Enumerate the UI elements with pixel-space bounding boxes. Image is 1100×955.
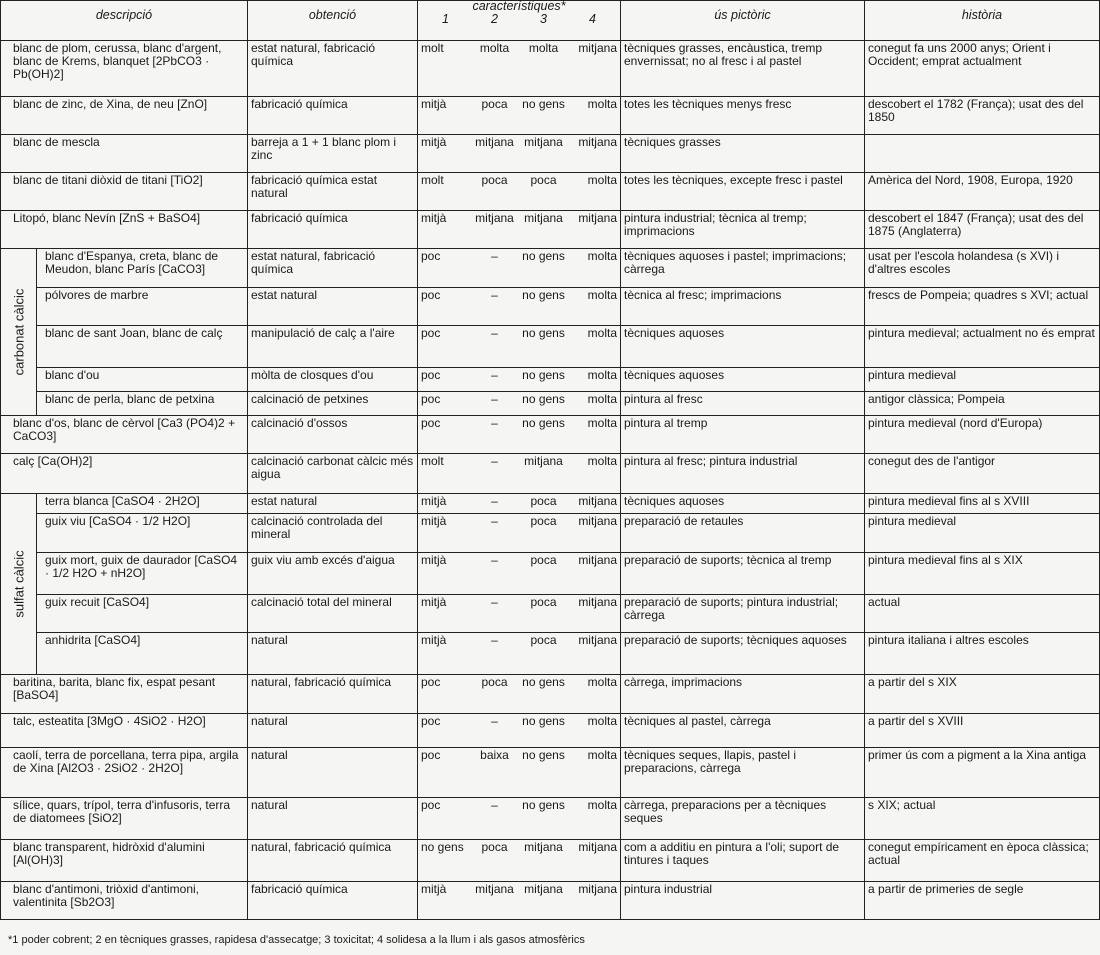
cell-descripcio: Litopó, blanc Nevín [ZnS + BaSO4] — [1, 211, 248, 249]
cell-us-pictoric: pintura industrial — [621, 882, 865, 920]
characteristics-values — [421, 634, 617, 647]
char-value-1: mitjà — [421, 514, 447, 528]
cell-caracteristiques — [418, 135, 621, 173]
char-value-4: molta — [587, 368, 617, 382]
char-value-2: – — [491, 553, 498, 567]
table-row — [1, 416, 1100, 454]
characteristics-values — [421, 883, 617, 896]
char-value-3: poca — [530, 633, 557, 647]
table-row — [1, 368, 1100, 392]
table-row — [1, 41, 1100, 97]
char-value-3: poca — [530, 514, 557, 528]
cell-obtencio: mòlta de closques d'ou — [248, 368, 418, 392]
char-value-3: mitjana — [524, 135, 563, 149]
cell-obtencio: estat natural — [248, 494, 418, 514]
cell-obtencio: manipulació de calç a l'aire — [248, 326, 418, 368]
cell-caracteristiques — [418, 798, 621, 840]
char-value-3: poca — [530, 595, 557, 609]
group-label-text: sulfat càlcic — [11, 550, 26, 618]
cell-descripcio: guix recuit [CaSO4] — [37, 595, 248, 633]
characteristics-values — [421, 174, 617, 187]
cell-descripcio: anhidrita [CaSO4] — [37, 633, 248, 675]
table-row — [1, 249, 1100, 288]
char-value-4: mitjana — [578, 595, 617, 609]
char-value-2: – — [491, 249, 498, 263]
char-number-4: 4 — [589, 12, 596, 26]
cell-us-pictoric: tècnica al fresc; imprimacions — [621, 288, 865, 326]
char-value-2: – — [491, 514, 498, 528]
cell-obtencio: fabricació química — [248, 97, 418, 135]
char-value-1: mitjà — [421, 633, 447, 647]
char-value-2: – — [491, 798, 498, 812]
cell-caracteristiques — [418, 368, 621, 392]
cell-obtencio: calcinació carbonat càlcic més aigua — [248, 454, 418, 494]
cell-caracteristiques — [418, 416, 621, 454]
cell-historia: descobert el 1847 (França); usat des del 1875 (Anglaterra) — [865, 211, 1100, 249]
char-value-1: poc — [421, 368, 441, 382]
char-value-4: molta — [587, 97, 617, 111]
char-value-3: poca — [530, 553, 557, 567]
cell-us-pictoric: preparació de suports; tècniques aquoses — [621, 633, 865, 675]
cell-historia — [865, 135, 1100, 173]
char-value-4: mitjana — [578, 211, 617, 225]
cell-historia: conegut empíricament en època clàssica; actual — [865, 840, 1100, 882]
cell-caracteristiques — [418, 882, 621, 920]
cell-obtencio: estat natural, fabricació química — [248, 249, 418, 288]
cell-us-pictoric: tècniques grasses — [621, 135, 865, 173]
table-row — [1, 494, 1100, 514]
char-value-2: – — [491, 392, 498, 406]
caracteristiques-title: característiques* — [472, 0, 566, 13]
cell-descripcio: sílice, quars, trípol, terra d'infusoris, terra de diatomees [SiO2] — [1, 798, 248, 840]
char-value-3: no gens — [522, 288, 565, 302]
cell-us-pictoric: tècniques al pastel, càrrega — [621, 714, 865, 748]
char-value-2: baixa — [480, 748, 509, 762]
char-value-3: no gens — [522, 97, 565, 111]
char-value-2: – — [491, 326, 498, 340]
char-value-2: – — [491, 494, 498, 508]
table-row — [1, 392, 1100, 416]
cell-historia: primer ús com a pigment a la Xina antiga — [865, 748, 1100, 798]
cell-caracteristiques — [418, 211, 621, 249]
characteristics-values — [421, 289, 617, 302]
char-number-2: 2 — [491, 12, 498, 26]
cell-descripcio: blanc d'antimoni, triòxid d'antimoni, valentinita [Sb2O3] — [1, 882, 248, 920]
cell-us-pictoric: preparació de suports; pintura industrial; càrrega — [621, 595, 865, 633]
table-row — [1, 326, 1100, 368]
char-value-1: poc — [421, 288, 441, 302]
cell-us-pictoric: totes les tècniques, excepte fresc i pastel — [621, 173, 865, 211]
cell-descripcio: guix viu [CaSO4 · 1/2 H2O] — [37, 514, 248, 553]
char-value-2: – — [491, 595, 498, 609]
char-value-4: mitjana — [578, 553, 617, 567]
cell-descripcio: blanc de perla, blanc de petxina — [37, 392, 248, 416]
cell-obtencio: calcinació d'ossos — [248, 416, 418, 454]
char-value-2: molta — [479, 41, 510, 55]
cell-us-pictoric: pintura al fresc — [621, 392, 865, 416]
cell-caracteristiques — [418, 97, 621, 135]
cell-us-pictoric: tècniques aquoses — [621, 368, 865, 392]
char-value-4: mitjana — [578, 494, 617, 508]
char-value-3: no gens — [522, 798, 565, 812]
cell-historia: conegut fa uns 2000 anys; Orient i Occident; emprat actualment — [865, 41, 1100, 97]
char-value-3: no gens — [522, 368, 565, 382]
char-value-1: mitjà — [421, 595, 447, 609]
cell-obtencio: guix viu amb excés d'aigua — [248, 553, 418, 595]
characteristics-values — [421, 417, 617, 430]
table-row — [1, 798, 1100, 840]
char-value-1: poc — [421, 748, 441, 762]
cell-obtencio: barreja a 1 + 1 blanc plom i zinc — [248, 135, 418, 173]
table-row — [1, 97, 1100, 135]
char-value-4: molta — [587, 173, 617, 187]
cell-historia: pintura medieval — [865, 514, 1100, 553]
char-value-1: poc — [421, 714, 441, 728]
table-row — [1, 633, 1100, 675]
table-row — [1, 135, 1100, 173]
char-value-4: molta — [587, 798, 617, 812]
header-descripcio: descripció — [1, 1, 248, 41]
char-value-3: no gens — [522, 326, 565, 340]
cell-obtencio: calcinació total del mineral — [248, 595, 418, 633]
char-value-3: mitjana — [524, 840, 563, 854]
cell-us-pictoric: pintura industrial; tècnica al tremp; imprimacions — [621, 211, 865, 249]
char-value-1: mitjà — [421, 553, 447, 567]
char-value-3: no gens — [522, 675, 565, 689]
characteristics-values — [421, 596, 617, 609]
char-value-4: mitjana — [578, 135, 617, 149]
char-value-1: poc — [421, 392, 441, 406]
header-obtencio: obtenció — [248, 1, 418, 41]
char-value-4: molta — [587, 288, 617, 302]
char-value-1: poc — [421, 416, 441, 430]
characteristics-values — [421, 715, 617, 728]
cell-historia: usat per l'escola holandesa (s XVI) i d'altres escoles — [865, 249, 1100, 288]
header-caracteristiques — [418, 1, 621, 41]
cell-us-pictoric: preparació de suports; tècnica al tremp — [621, 553, 865, 595]
cell-obtencio: natural, fabricació química — [248, 675, 418, 714]
table-row — [1, 748, 1100, 798]
header-us-pictoric: ús pictòric — [621, 1, 865, 41]
cell-caracteristiques — [418, 173, 621, 211]
char-value-1: poc — [421, 798, 441, 812]
characteristics-values — [421, 455, 617, 468]
characteristics-values — [421, 98, 617, 111]
cell-us-pictoric: càrrega, preparacions per a tècniques seques — [621, 798, 865, 840]
characteristics-values — [421, 554, 617, 567]
char-value-1: molt — [421, 173, 444, 187]
char-value-4: molta — [587, 454, 617, 468]
char-value-3: mitjana — [524, 454, 563, 468]
cell-obtencio: natural, fabricació química — [248, 840, 418, 882]
cell-obtencio: fabricació química — [248, 882, 418, 920]
cell-caracteristiques — [418, 840, 621, 882]
cell-caracteristiques — [418, 595, 621, 633]
char-value-1: poc — [421, 675, 441, 689]
char-value-4: mitjana — [578, 840, 617, 854]
characteristics-values — [421, 250, 617, 263]
char-value-2: – — [491, 288, 498, 302]
char-value-4: molta — [587, 748, 617, 762]
cell-descripcio: blanc de mescla — [1, 135, 248, 173]
char-value-2: mitjana — [475, 882, 514, 896]
cell-caracteristiques — [418, 675, 621, 714]
cell-obtencio: fabricació química estat natural — [248, 173, 418, 211]
cell-descripcio: caolí, terra de porcellana, terra pipa, argila de Xina [Al2O3 · 2SiO2 · 2H2O] — [1, 748, 248, 798]
cell-us-pictoric: tècniques aquoses i pastel; imprimacions; càrrega — [621, 249, 865, 288]
char-value-2: – — [491, 454, 498, 468]
characteristics-values — [421, 676, 617, 689]
cell-descripcio: baritina, barita, blanc fix, espat pesant [BaSO4] — [1, 675, 248, 714]
char-value-1: mitjà — [421, 494, 447, 508]
cell-descripcio: pólvores de marbre — [37, 288, 248, 326]
char-value-4: molta — [587, 675, 617, 689]
char-value-2: – — [491, 416, 498, 430]
cell-caracteristiques — [418, 288, 621, 326]
cell-historia: pintura medieval; actualment no és emprat — [865, 326, 1100, 368]
table-row — [1, 840, 1100, 882]
char-value-4: mitjana — [578, 41, 617, 55]
cell-descripcio: blanc de titani diòxid de titani [TiO2] — [1, 173, 248, 211]
char-value-1: no gens — [421, 840, 464, 854]
cell-caracteristiques — [418, 249, 621, 288]
table-row — [1, 173, 1100, 211]
char-value-2: poca — [481, 173, 508, 187]
cell-obtencio: natural — [248, 633, 418, 675]
cell-caracteristiques — [418, 748, 621, 798]
char-value-1: poc — [421, 326, 441, 340]
char-value-1: mitjà — [421, 97, 447, 111]
cell-descripcio: blanc de plom, cerussa, blanc d'argent, blanc de Krems, blanquet [2PbCO3 · Pb(OH)2] — [1, 41, 248, 97]
table-body — [1, 41, 1100, 920]
cell-caracteristiques — [418, 41, 621, 97]
characteristics-values — [421, 327, 617, 340]
cell-descripcio: blanc transparent, hidròxid d'alumini [Al(OH)3] — [1, 840, 248, 882]
table-row — [1, 514, 1100, 553]
cell-caracteristiques — [418, 553, 621, 595]
char-value-4: mitjana — [578, 882, 617, 896]
table-row — [1, 211, 1100, 249]
cell-historia: pintura medieval — [865, 368, 1100, 392]
char-value-3: no gens — [522, 392, 565, 406]
char-value-2: – — [491, 368, 498, 382]
char-value-2: – — [491, 714, 498, 728]
characteristics-values — [421, 393, 617, 406]
group-label-text: carbonat càlcic — [11, 288, 26, 376]
char-value-1: mitjà — [421, 211, 447, 225]
char-value-3: poca — [530, 494, 557, 508]
char-value-4: mitjana — [578, 514, 617, 528]
cell-caracteristiques — [418, 494, 621, 514]
cell-us-pictoric: tècniques aquoses — [621, 494, 865, 514]
cell-caracteristiques — [418, 633, 621, 675]
cell-caracteristiques — [418, 392, 621, 416]
cell-historia: actual — [865, 595, 1100, 633]
char-value-4: molta — [587, 714, 617, 728]
char-value-1: mitjà — [421, 882, 447, 896]
char-value-3: mitjana — [524, 882, 563, 896]
cell-historia: frescs de Pompeia; quadres s XVI; actual — [865, 288, 1100, 326]
char-value-3: mitjana — [524, 211, 563, 225]
cell-us-pictoric: totes les tècniques menys fresc — [621, 97, 865, 135]
cell-obtencio: natural — [248, 798, 418, 840]
cell-historia: antigor clàssica; Pompeia — [865, 392, 1100, 416]
cell-descripcio: terra blanca [CaSO4 · 2H2O] — [37, 494, 248, 514]
char-value-4: mitjana — [578, 633, 617, 647]
cell-historia: s XIX; actual — [865, 798, 1100, 840]
cell-descripcio: guix mort, guix de daurador [CaSO4 · 1/2 H2O + nH2O] — [37, 553, 248, 595]
characteristics-values — [421, 841, 617, 854]
char-value-3: no gens — [522, 416, 565, 430]
table-row — [1, 454, 1100, 494]
cell-obtencio: fabricació química — [248, 211, 418, 249]
cell-historia: descobert el 1782 (França); usat des del 1850 — [865, 97, 1100, 135]
cell-us-pictoric: preparació de retaules — [621, 514, 865, 553]
cell-caracteristiques — [418, 714, 621, 748]
cell-us-pictoric: tècniques grasses, encàustica, tremp envernissat; no al fresc i al pastel — [621, 41, 865, 97]
char-value-4: molta — [587, 416, 617, 430]
cell-descripcio: blanc d'os, blanc de cèrvol [Ca3 (PO4)2 + CaCO3] — [1, 416, 248, 454]
char-value-1: molt — [421, 41, 444, 55]
char-number-1: 1 — [442, 12, 449, 26]
cell-historia: a partir del s XIX — [865, 675, 1100, 714]
cell-us-pictoric: com a additiu en pintura a l'oli; suport de tintures i taques — [621, 840, 865, 882]
char-number-3: 3 — [540, 12, 547, 26]
cell-historia: a partir del s XVIII — [865, 714, 1100, 748]
char-value-3: molta — [528, 41, 559, 55]
characteristics-values — [421, 369, 617, 382]
cell-descripcio: blanc d'Espanya, creta, blanc de Meudon, blanc París [CaCO3] — [37, 249, 248, 288]
cell-obtencio: estat natural — [248, 288, 418, 326]
characteristics-values — [421, 42, 617, 55]
char-value-1: poc — [421, 249, 441, 263]
cell-obtencio: natural — [248, 714, 418, 748]
cell-historia: pintura medieval fins al s XVIII — [865, 494, 1100, 514]
group-label-carbonat — [1, 249, 37, 416]
cell-historia: pintura medieval (nord d'Europa) — [865, 416, 1100, 454]
header-historia: història — [865, 1, 1100, 41]
char-value-3: poca — [530, 173, 557, 187]
table-row — [1, 714, 1100, 748]
cell-descripcio: blanc de sant Joan, blanc de calç — [37, 326, 248, 368]
char-value-1: mitjà — [421, 135, 447, 149]
characteristics-values — [421, 495, 617, 508]
cell-historia: Amèrica del Nord, 1908, Europa, 1920 — [865, 173, 1100, 211]
char-value-3: no gens — [522, 714, 565, 728]
char-value-2: mitjana — [475, 135, 514, 149]
characteristics-values — [421, 749, 617, 762]
char-value-4: molta — [587, 249, 617, 263]
cell-us-pictoric: càrrega, imprimacions — [621, 675, 865, 714]
table-row — [1, 595, 1100, 633]
char-value-2: – — [491, 633, 498, 647]
characteristics-values — [421, 212, 617, 225]
cell-historia: pintura medieval fins al s XIX — [865, 553, 1100, 595]
char-value-2: poca — [481, 97, 508, 111]
table-row — [1, 882, 1100, 920]
characteristics-values — [421, 136, 617, 149]
characteristics-values — [421, 515, 617, 528]
char-value-2: poca — [481, 840, 508, 854]
characteristics-values — [421, 799, 617, 812]
table-row — [1, 675, 1100, 714]
cell-historia: pintura italiana i altres escoles — [865, 633, 1100, 675]
char-value-1: molt — [421, 454, 444, 468]
cell-us-pictoric: pintura al fresc; pintura industrial — [621, 454, 865, 494]
cell-us-pictoric: tècniques aquoses — [621, 326, 865, 368]
cell-historia: a partir de primeries de segle — [865, 882, 1100, 920]
cell-caracteristiques — [418, 326, 621, 368]
group-label-sulfat — [1, 494, 37, 675]
cell-obtencio: calcinació de petxines — [248, 392, 418, 416]
cell-obtencio: calcinació controlada del mineral — [248, 514, 418, 553]
cell-descripcio: blanc d'ou — [37, 368, 248, 392]
cell-obtencio: natural — [248, 748, 418, 798]
cell-descripcio: blanc de zinc, de Xina, de neu [ZnO] — [1, 97, 248, 135]
cell-us-pictoric: tècniques seques, llapis, pastel i preparacions, càrrega — [621, 748, 865, 798]
char-value-3: no gens — [522, 748, 565, 762]
table-row — [1, 553, 1100, 595]
cell-caracteristiques — [418, 514, 621, 553]
cell-historia: conegut des de l'antigor — [865, 454, 1100, 494]
char-value-4: molta — [587, 326, 617, 340]
char-value-2: poca — [481, 675, 508, 689]
cell-caracteristiques — [418, 454, 621, 494]
char-value-4: molta — [587, 392, 617, 406]
cell-obtencio: estat natural, fabricació química — [248, 41, 418, 97]
char-value-3: no gens — [522, 249, 565, 263]
cell-descripcio: calç [Ca(OH)2] — [1, 454, 248, 494]
cell-us-pictoric: pintura al tremp — [621, 416, 865, 454]
cell-descripcio: talc, esteatita [3MgO · 4SiO2 · H2O] — [1, 714, 248, 748]
footnote: *1 poder cobrent; 2 en tècniques grasses, rapidesa d'assecatge; 3 toxicitat; 4 solidesa a la llum i als gasos atmosfèrics — [8, 934, 585, 946]
char-value-2: mitjana — [475, 211, 514, 225]
table-row — [1, 288, 1100, 326]
